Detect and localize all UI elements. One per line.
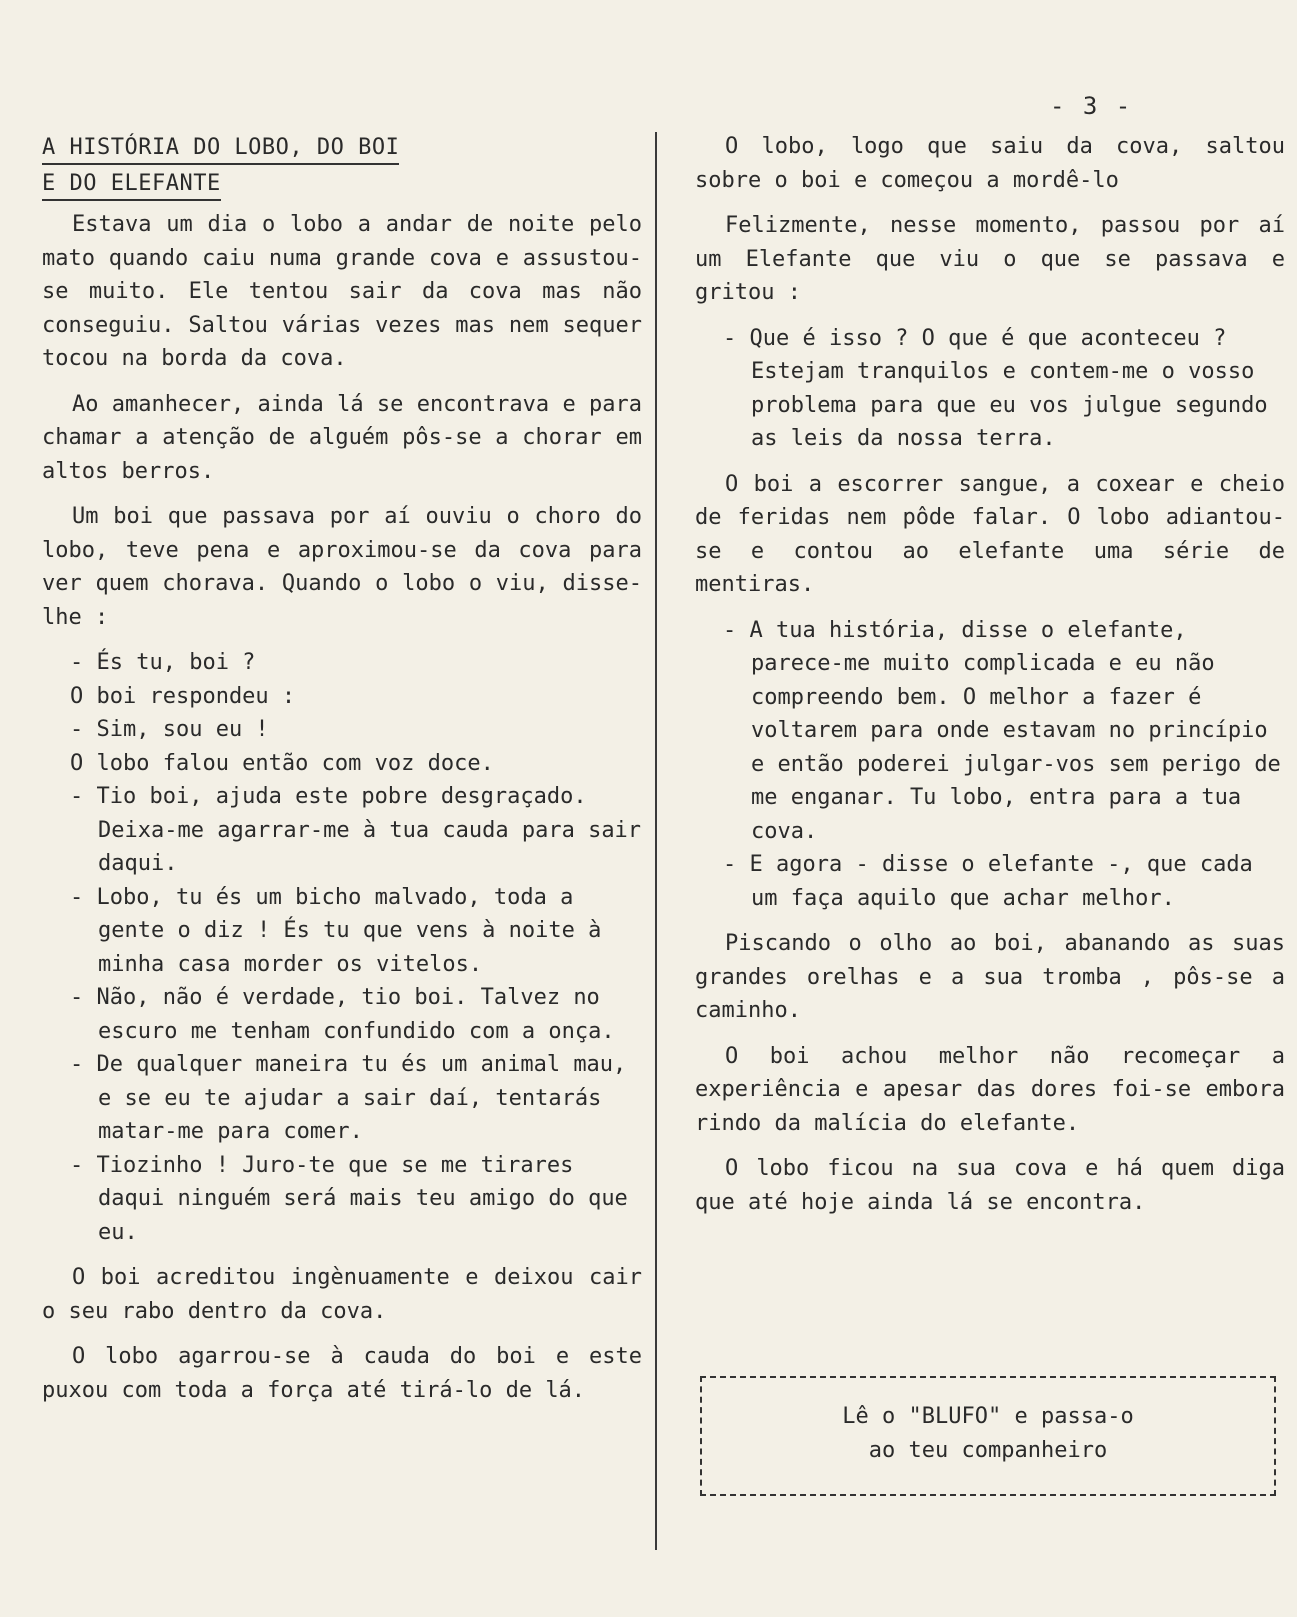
paragraph: Estava um dia o lobo a andar de noite pelo mato quando caiu numa grande cova e assustou-se muito. Ele tentou sair da cova mas não conseguiu. Saltou várias vezes mas nem sequer tocou na borda da cova.	[42, 212, 642, 371]
dialogue-line: - Não, não é verdade, tio boi. Talvez no escuro me tenham confundido com a onça.	[70, 985, 615, 1044]
paragraph: Piscando o olho ao boi, abanando as suas grandes orelhas e a sua tromba , pôs-se a caminho.	[695, 931, 1285, 1023]
title-line-1: A HISTÓRIA DO LOBO, DO BOI	[42, 133, 399, 165]
dialogue-line: - A tua história, disse o elefante, parece-me muito complicada e eu não compreendo bem. O melhor a fazer é voltarem para onde estavam no princípio e então poderei julgar-vos sem perigo de me enganar. Tu lobo, entra para a tua cova.	[723, 617, 1281, 844]
dialogue-block	[723, 322, 1285, 456]
paragraph: O lobo, logo que saiu da cova, saltou sobre o boi e começou a mordê-lo	[695, 134, 1285, 193]
left-column	[42, 130, 642, 1419]
paragraph: O lobo ficou na sua cova e há quem diga que até hoje ainda lá se encontra.	[695, 1156, 1285, 1215]
dialogue-block	[723, 614, 1285, 916]
dialogue-line: - Lobo, tu és um bicho malvado, toda a gente o diz ! És tu que vens à noite à minha casa morder os vitelos.	[70, 884, 602, 977]
paragraph: O boi acreditou ingènuamente e deixou cair o seu rabo dentro da cova.	[42, 1265, 642, 1324]
promo-line-2: ao teu companheiro	[868, 1438, 1108, 1463]
dialogue-line: - De qualquer maneira tu és um animal mau, e se eu te ajudar a sair daí, tentarás matar-me para comer.	[70, 1052, 627, 1144]
title-line-2: E DO ELEFANTE	[42, 169, 221, 201]
dialogue-block	[70, 646, 642, 1249]
column-divider	[655, 132, 657, 1550]
dialogue-line: O lobo falou então com voz doce.	[70, 750, 494, 776]
story-title	[42, 130, 642, 202]
paragraph: Ao amanhecer, ainda lá se encontrava e para chamar a atenção de alguém pôs-se a chorar em altos berros.	[42, 391, 642, 484]
dialogue-line: - Tio boi, ajuda este pobre desgraçado. Deixa-me agarrar-me à tua cauda para sair daqui.	[70, 784, 642, 876]
paragraph: Um boi que passava por aí ouviu o choro do lobo, teve pena e aproximou-se da cova para ver quem chorava. Quando o lobo o viu, disse-lhe :	[42, 504, 642, 630]
dialogue-line: O boi respondeu :	[70, 683, 296, 709]
paragraph: Felizmente, nesse momento, passou por aí um Elefante que viu o que se passava e gritou :	[695, 213, 1285, 305]
page-number: - 3 -	[1050, 92, 1133, 120]
paragraph: O lobo agarrou-se à cauda do boi e este puxou com toda a força até tirá-lo de lá.	[42, 1344, 642, 1403]
dialogue-line: - Que é isso ? O que é que aconteceu ? Estejam tranquilos e contem-me o vosso problema para que eu vos julgue segundo as leis da nossa terra.	[723, 325, 1268, 451]
dialogue-line: - Sim, sou eu !	[70, 717, 269, 742]
dialogue-line: - És tu, boi ?	[70, 650, 256, 675]
right-column	[695, 130, 1285, 1231]
promo-box	[700, 1376, 1276, 1496]
paragraph: O boi a escorrer sangue, a coxear e cheio de feridas nem pôde falar. O lobo adiantou-se e contou ao elefante uma série de mentiras.	[695, 471, 1285, 597]
dialogue-line: - E agora - disse o elefante -, que cada um faça aquilo que achar melhor.	[723, 852, 1253, 911]
dialogue-line: - Tiozinho ! Juro-te que se me tirares daqui ninguém será mais teu amigo do que eu.	[70, 1152, 628, 1245]
promo-line-1: Lê o "BLUFO" e passa-o	[842, 1404, 1134, 1429]
paragraph: O boi achou melhor não recomeçar a experiência e apesar das dores foi-se embora rindo da malícia do elefante.	[695, 1043, 1285, 1136]
